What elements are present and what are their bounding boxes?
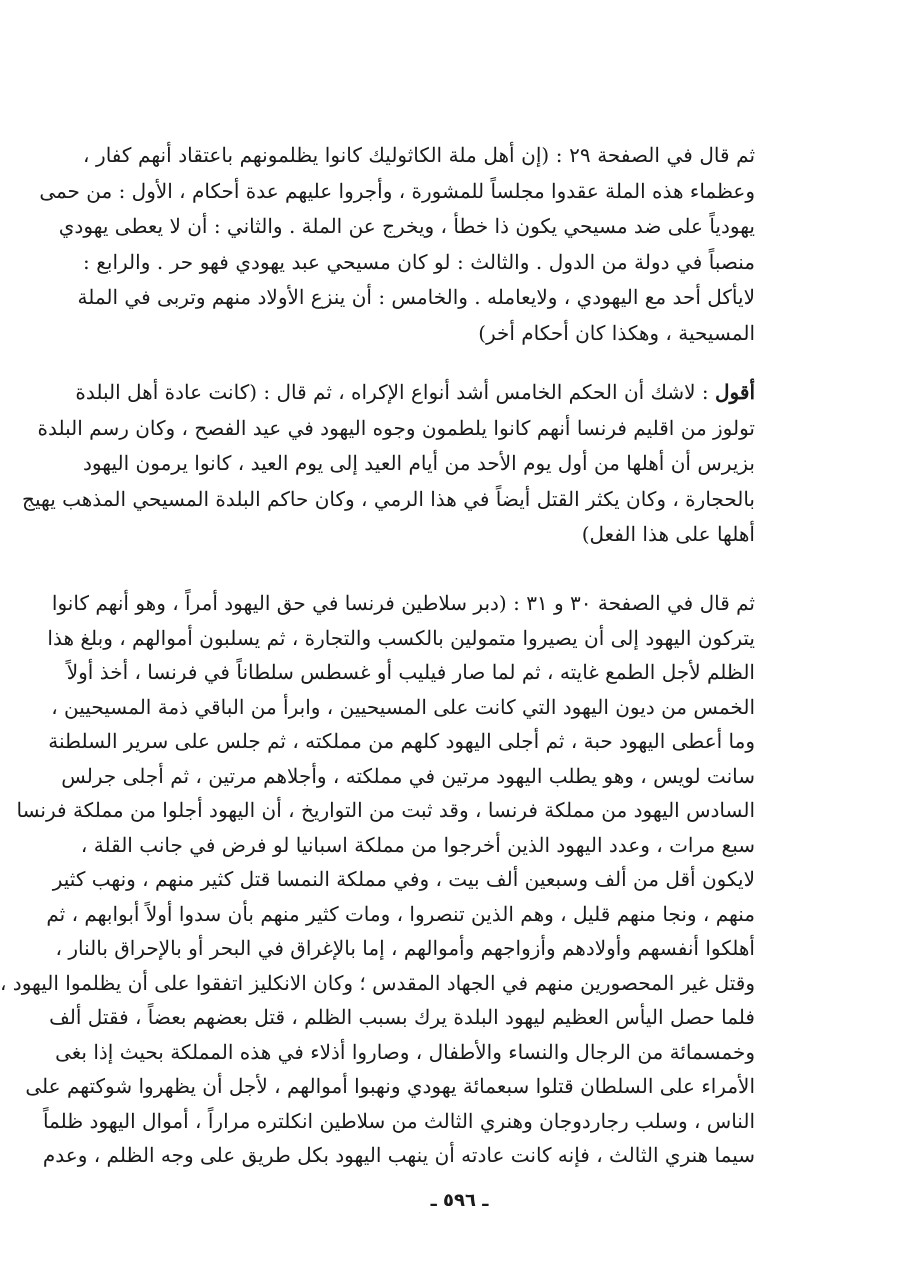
text-line: فلما حصل اليأس العظيم ليهود البلدة يرك بسبب الظلم ، قتل بعضهم بعضاً ، فقتل ألف	[49, 1005, 755, 1029]
text-line: وقتل غير المحصورين منهم في الجهاد المقدس ؛ وكان الانكليز اتفقوا على أن يظلموا اليهود ،	[0, 970, 755, 995]
text-line: المسيحية ، وهكذا كان أحكام أخر)	[478, 320, 755, 345]
text-line: الأمراء على السلطان قتلوا سبعمائة يهودي ونهبوا أموالهم ، لأجل أن يظهروا شوكتهم على	[25, 1074, 755, 1098]
text-line: أهلكوا أنفسهم وأولادهم وأزواجهم وأموالهم ، إما بالإغراق في البحر أو بالإحراق بالنار ،	[55, 936, 755, 960]
text-line: وخمسمائة من الرجال والنساء والأطفال ، وصاروا أذلاء في هذه المملكة بحيث إذا بغى	[55, 1039, 755, 1064]
text-line: أهلها على هذا الفعل)	[581, 522, 755, 547]
text-line: السادس اليهود من مملكة فرنسا ، وقد ثبت من التواريخ ، أن اليهود أجلوا من مملكة فرنسا	[16, 798, 755, 822]
book-page	[0, 138, 756, 1218]
text-line: يهودياً على ضد مسيحي يكون ذا خطأ ، ويخرج عن الملة . والثاني : أن لا يعطى يهودي	[58, 214, 755, 239]
text-line: منصباً في دولة من الدول . والثالث : لو كان مسيحي عبد يهودي فهو حر . والرابع :	[83, 249, 755, 274]
text-line-rest: : لاشك أن الحكم الخامس أشد أنواع الإكراه ، ثم قال : (كانت عادة أهل البلدة	[75, 380, 709, 404]
text-line: وعظماء هذه الملة عقدوا مجلساً للمشورة ، وأجروا عليهم عدة أحكام ، الأول : من حمى	[39, 178, 755, 203]
text-line: الخمس من ديون اليهود التي كانت على المسيحيين ، وابرأ من الباقي ذمة المسيحيين ،	[51, 694, 755, 719]
text-line: لايكون أقل من ألف وسبعين ألف بيت ، وفي مملكة النمسا قتل كثير منهم ، ونهب كثير	[52, 867, 755, 891]
text-line	[75, 375, 755, 411]
page-number: ـ ٥٩٦ ـ	[430, 1190, 489, 1211]
paragraph-1	[39, 138, 756, 352]
paragraph-3	[0, 586, 755, 1173]
text-line: سبع مرات ، وعدد اليهود الذين أخرجوا من مملكة اسبانيا لو فرض في جانب القلة ،	[80, 832, 755, 857]
text-line: بزيرس أن أهلها من أول يوم الأحد من أيام العيد إلى يوم العيد ، كانوا يرمون اليهود	[83, 451, 755, 476]
text-line: لايأكل أحد مع اليهودي ، ولايعامله . والخامس : أن ينزع الأولاد منهم وتربى في الملة	[77, 285, 755, 310]
text-line: وما أعطى اليهود حبة ، ثم أجلى اليهود كلهم من مملكته ، ثم جلس على سرير السلطنة	[48, 729, 755, 753]
paragraph-2	[22, 375, 755, 553]
text-line: الناس ، وسلب رجاردوجان وهنري الثالث من سلاطين انكلتره مراراً ، أموال اليهود ظلماً	[42, 1108, 755, 1133]
paragraph-lead-word: أقول	[715, 380, 755, 404]
text-line: الظلم لأجل الطمع غايته ، ثم لما صار فيليب أو غسطس سلطاناً في فرنسا ، أخذ أولاً	[66, 660, 755, 684]
text-line: سيما هنري الثالث ، فإنه كانت عادته أن ينهب اليهود بكل طريق على وجه الظلم ، وعدم	[42, 1143, 755, 1167]
text-line: ثم قال في الصفحة ٣٠ و ٣١ : (دبر سلاطين فرنسا في حق اليهود أمراً ، وهو أنهم كانوا	[51, 591, 755, 615]
text-line: بالحجارة ، وكان يكثر القتل أيضاً في هذا الرمي ، وكان حاكم البلدة المسيحي المذهب يهيج	[22, 486, 755, 511]
text-line: منهم ، ونجا منهم قليل ، وهم الذين تنصروا ، ومات كثير منهم بأن سدوا أولاً أبوابهم ، ثم	[46, 901, 755, 926]
text-line: تولوز من اقليم فرنسا أنهم كانوا يلطمون وجوه اليهود في عيد الفصح ، وكان رسم البلدة	[37, 415, 755, 440]
text-line: يتركون اليهود إلى أن يصيروا متمولين بالكسب والتجارة ، ثم يسلبون أموالهم ، وبلغ هذا	[47, 625, 755, 650]
text-line: سانت لويس ، وهو يطلب اليهود مرتين في مملكته ، وأجلاهم مرتين ، ثم أجلى جرلس	[61, 763, 755, 788]
text-line: ثم قال في الصفحة ٢٩ : (إن أهل ملة الكاثوليك كانوا يظلمونهم باعتقاد أنهم كفار ،	[83, 143, 756, 167]
